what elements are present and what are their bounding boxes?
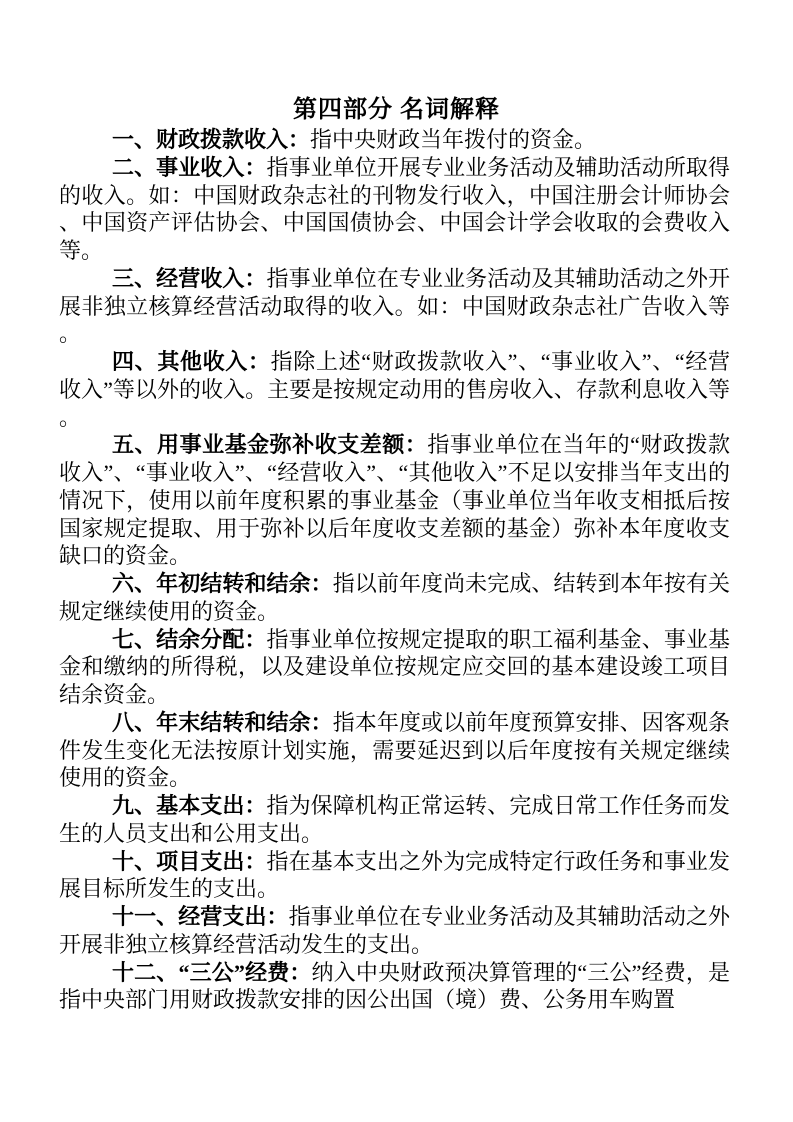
definition-text: 指以前年度尚未完成、结转到本年按有关规定继续使用的资金。 bbox=[59, 571, 730, 624]
definition-text: 指为保障机构正常运转、完成日常工作任务而发生的人员支出和公用支出。 bbox=[59, 793, 730, 846]
definition-paragraph bbox=[59, 348, 730, 431]
definition-paragraph bbox=[59, 792, 730, 848]
definition-paragraph bbox=[59, 154, 730, 265]
definition-term: 二、事业收入： bbox=[112, 154, 267, 180]
definition-term: 六、年初结转和结余： bbox=[112, 571, 333, 596]
definition-term: 四、其他收入： bbox=[112, 349, 271, 374]
definition-paragraph bbox=[59, 570, 730, 626]
definition-paragraph bbox=[59, 126, 730, 154]
definition-text: 指除上述“财政拨款收入”、“事业收入”、“经营收入”等以外的收入。主要是按规定动用的售房收入、存款利息收入等。 bbox=[59, 349, 730, 430]
definition-text: 指中央财政当年拨付的资金。 bbox=[310, 127, 597, 152]
definition-term: 七、结余分配： bbox=[112, 626, 267, 652]
definition-paragraph bbox=[59, 626, 730, 709]
definition-paragraph bbox=[59, 709, 730, 792]
definitions-list bbox=[59, 126, 730, 1014]
definition-paragraph bbox=[59, 265, 730, 348]
definition-text: 指本年度或以前年度预算安排、因客观条件发生变化无法按原计划实施，需要延迟到以后年度按有关规定继续使用的资金。 bbox=[59, 709, 730, 791]
definition-paragraph bbox=[59, 903, 730, 959]
definition-paragraph bbox=[59, 959, 730, 1015]
definition-text: 指在基本支出之外为完成特定行政任务和事业发展目标所发生的支出。 bbox=[59, 848, 730, 902]
definition-term: 十一、经营支出： bbox=[112, 904, 289, 929]
definition-term: 一、财政拨款收入： bbox=[112, 127, 311, 152]
definition-text: 指事业单位按规定提取的职工福利基金、事业基金和缴纳的所得税，以及建设单位按规定应交回的基本建设竣工项目结余资金。 bbox=[59, 626, 730, 707]
definition-text: 指事业单位开展专业业务活动及辅助活动所取得的收入。如：中国财政杂志社的刊物发行收入，中国注册会计师协会、中国资产评估协会、中国国债协会、中国会计学会收取的会费收入等。 bbox=[59, 154, 730, 263]
page-title: 第四部分 名词解释 bbox=[293, 97, 500, 123]
definition-term: 十、项目支出： bbox=[112, 848, 267, 874]
definition-term: 五、用事业基金弥补收支差额： bbox=[112, 432, 428, 458]
definition-paragraph bbox=[59, 848, 730, 904]
definition-term: 十二、“三公”经费： bbox=[112, 959, 312, 985]
definition-text: 指事业单位在专业业务活动及其辅助活动之外开展非独立核算经营活动发生的支出。 bbox=[59, 904, 730, 957]
definition-text: 纳入中央财政预决算管理的“三公”经费，是指中央部门用财政拨款安排的因公出国（境）费、公务用车购置 bbox=[59, 959, 730, 1013]
definition-text: 指事业单位在专业业务活动及其辅助活动之外开展非独立核算经营活动取得的收入。如：中国财政杂志社广告收入等。 bbox=[59, 265, 730, 347]
definition-term: 九、基本支出： bbox=[112, 793, 267, 818]
definition-term: 三、经营收入： bbox=[112, 265, 267, 291]
definition-term: 八、年末结转和结余： bbox=[112, 709, 333, 735]
definition-text: 指事业单位在当年的“财政拨款收入”、“事业收入”、“经营收入”、“其他收入”不足以安排当年支出的情况下，使用以前年度积累的事业基金（事业单位当年收支相抵后按国家规定提取、用于弥补以后年度收支差额的基金）弥补本年度收支缺口的资金。 bbox=[59, 432, 730, 569]
definition-paragraph bbox=[59, 431, 730, 570]
